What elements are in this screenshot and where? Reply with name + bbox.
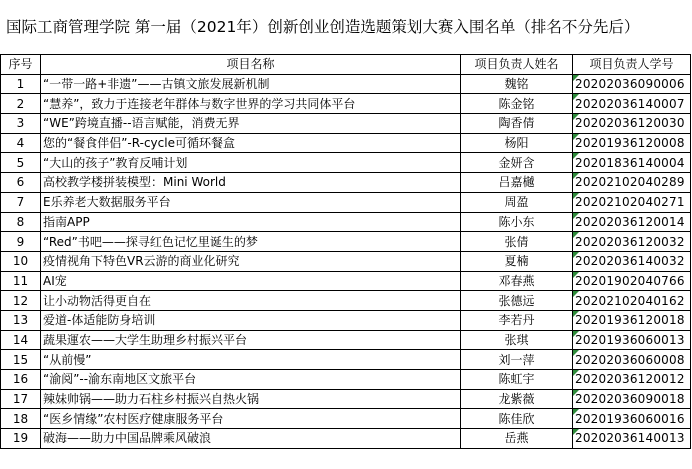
sheet-title[interactable]: 国际工商管理学院 第一届（2021年）创新创业创造选题策划大赛入围名单（排名不分先后） (6, 18, 640, 36)
cell-project-name[interactable]: “医乡情缘”农村医疗健康服务平台 (41, 409, 461, 429)
student-id-text: 20202036060008 (575, 352, 685, 367)
student-id-text: 20201936120008 (575, 136, 685, 151)
table-row (1, 310, 691, 330)
cell-leader-name[interactable]: 陈虹宇 (461, 370, 573, 390)
cell-seq[interactable]: 2 (1, 94, 41, 114)
table-row (1, 192, 691, 212)
cell-project-name[interactable]: “渝阅”--渝东南地区文旅平台 (41, 370, 461, 390)
cell-seq[interactable]: 18 (1, 409, 41, 429)
cell-project-name[interactable]: E乐养老大数据服务平台 (41, 192, 461, 212)
cell-project-name[interactable]: 您的“餐食伴侣”-R-cycle可循环餐盒 (41, 133, 461, 153)
cell-project-name[interactable]: 让小动物活得更自在 (41, 291, 461, 311)
number-as-text-flag-icon (573, 291, 579, 297)
cell-project-name[interactable]: 辣妹帅锅——助力石柱乡村振兴自热火锅 (41, 389, 461, 409)
cell-student-id[interactable] (573, 251, 691, 271)
table-row (1, 133, 691, 153)
cell-student-id[interactable] (573, 232, 691, 252)
cell-seq[interactable]: 1 (1, 74, 41, 94)
cell-seq[interactable]: 14 (1, 330, 41, 350)
cell-project-name[interactable]: “WE”跨境直播--语言赋能，消费无界 (41, 114, 461, 134)
number-as-text-flag-icon (573, 153, 579, 159)
cell-student-id[interactable] (573, 370, 691, 390)
cell-leader-name[interactable]: 张倩 (461, 232, 573, 252)
table-row (1, 94, 691, 114)
student-id-text: 20202036090006 (575, 77, 685, 92)
cell-seq[interactable]: 6 (1, 173, 41, 193)
cell-student-id[interactable] (573, 74, 691, 94)
table-row (1, 251, 691, 271)
number-as-text-flag-icon (573, 390, 579, 396)
cell-seq[interactable]: 4 (1, 133, 41, 153)
student-id-text: 20202036140013 (575, 431, 685, 446)
cell-leader-name[interactable]: 陶香倩 (461, 114, 573, 134)
table-row (1, 350, 691, 370)
cell-seq[interactable]: 11 (1, 271, 41, 291)
cell-leader-name[interactable]: 陈金铭 (461, 94, 573, 114)
number-as-text-flag-icon (573, 134, 579, 140)
table-row (1, 330, 691, 350)
cell-seq[interactable]: 3 (1, 114, 41, 134)
cell-project-name[interactable]: 爱道-体适能防身培训 (41, 310, 461, 330)
student-id-text: 20202036120030 (575, 116, 685, 131)
number-as-text-flag-icon (573, 75, 579, 81)
cell-student-id[interactable] (573, 94, 691, 114)
student-id-text: 20202036090018 (575, 392, 685, 407)
student-id-text: 20201936120018 (575, 313, 685, 328)
number-as-text-flag-icon (573, 331, 579, 337)
header-seq[interactable]: 序号 (1, 55, 41, 75)
table-row (1, 271, 691, 291)
cell-student-id[interactable] (573, 429, 691, 449)
student-id-text: 20202102040271 (575, 195, 685, 210)
table-row (1, 370, 691, 390)
student-id-text: 20201936060013 (575, 332, 685, 347)
cell-leader-name[interactable]: 岳燕 (461, 429, 573, 449)
cell-seq[interactable]: 7 (1, 192, 41, 212)
cell-project-name[interactable]: 高校教学楼拼装模型：Mini World (41, 173, 461, 193)
cell-seq[interactable]: 15 (1, 350, 41, 370)
finalist-table (0, 54, 691, 449)
cell-student-id[interactable] (573, 153, 691, 173)
number-as-text-flag-icon (573, 252, 579, 258)
cell-project-name[interactable]: 破海——助力中国品牌乘风破浪 (41, 429, 461, 449)
number-as-text-flag-icon (573, 232, 579, 238)
cell-seq[interactable]: 16 (1, 370, 41, 390)
student-id-text: 20202036140007 (575, 96, 685, 111)
cell-leader-name[interactable]: 刘一萍 (461, 350, 573, 370)
table-row (1, 173, 691, 193)
table-row (1, 74, 691, 94)
cell-seq[interactable]: 5 (1, 153, 41, 173)
header-student-id[interactable]: 项目负责人学号 (573, 55, 691, 75)
cell-leader-name[interactable]: 张德远 (461, 291, 573, 311)
cell-leader-name[interactable]: 杨阳 (461, 133, 573, 153)
table-row (1, 389, 691, 409)
student-id-text: 20201936060016 (575, 411, 685, 426)
student-id-text: 20202036140032 (575, 254, 685, 269)
number-as-text-flag-icon (573, 173, 579, 179)
cell-seq[interactable]: 8 (1, 212, 41, 232)
cell-student-id[interactable] (573, 173, 691, 193)
cell-seq[interactable]: 10 (1, 251, 41, 271)
header-leader-name[interactable]: 项目负责人姓名 (461, 55, 573, 75)
cell-leader-name[interactable]: 张琪 (461, 330, 573, 350)
cell-leader-name[interactable]: 陈佳欣 (461, 409, 573, 429)
table-row (1, 114, 691, 134)
number-as-text-flag-icon (573, 370, 579, 376)
cell-student-id[interactable] (573, 291, 691, 311)
cell-student-id[interactable] (573, 271, 691, 291)
cell-project-name[interactable]: AI宠 (41, 271, 461, 291)
cell-leader-name[interactable]: 李若丹 (461, 310, 573, 330)
cell-student-id[interactable] (573, 409, 691, 429)
table-row (1, 409, 691, 429)
cell-project-name[interactable]: “慧养”，致力于连接老年群体与数字世界的学习共同体平台 (41, 94, 461, 114)
cell-project-name[interactable]: 指南APP (41, 212, 461, 232)
cell-student-id[interactable] (573, 114, 691, 134)
table-row (1, 291, 691, 311)
cell-leader-name[interactable]: 龙紫薇 (461, 389, 573, 409)
cell-leader-name[interactable]: 陈小东 (461, 212, 573, 232)
header-project-name[interactable]: 项目名称 (41, 55, 461, 75)
number-as-text-flag-icon (573, 409, 579, 415)
table-body (1, 74, 691, 448)
student-id-text: 20201902040766 (575, 273, 685, 288)
student-id-text: 20202102040289 (575, 175, 685, 190)
cell-project-name[interactable]: 疫情视角下特色VR云游的商业化研究 (41, 251, 461, 271)
cell-project-name[interactable]: “Red”书吧——探寻红色记忆里诞生的梦 (41, 232, 461, 252)
student-id-text: 20202102040162 (575, 293, 685, 308)
cell-seq[interactable]: 17 (1, 389, 41, 409)
cell-project-name[interactable]: 蔬果運农——大学生助理乡村振兴平台 (41, 330, 461, 350)
cell-student-id[interactable] (573, 310, 691, 330)
cell-student-id[interactable] (573, 389, 691, 409)
number-as-text-flag-icon (573, 350, 579, 356)
number-as-text-flag-icon (573, 429, 579, 435)
student-id-text: 20202036120032 (575, 234, 685, 249)
cell-leader-name[interactable]: 金妍含 (461, 153, 573, 173)
cell-seq[interactable]: 13 (1, 310, 41, 330)
cell-seq[interactable]: 12 (1, 291, 41, 311)
number-as-text-flag-icon (573, 94, 579, 100)
cell-student-id[interactable] (573, 330, 691, 350)
cell-project-name[interactable]: “一带一路+非遗”——古镇文旅发展新机制 (41, 74, 461, 94)
cell-leader-name[interactable]: 夏楠 (461, 251, 573, 271)
number-as-text-flag-icon (573, 193, 579, 199)
student-id-text: 20202036120012 (575, 372, 685, 387)
number-as-text-flag-icon (573, 213, 579, 219)
cell-leader-name[interactable]: 邓春燕 (461, 271, 573, 291)
header-row (1, 55, 691, 75)
cell-student-id[interactable] (573, 212, 691, 232)
cell-leader-name[interactable]: 魏铭 (461, 74, 573, 94)
cell-project-name[interactable]: “从前慢” (41, 350, 461, 370)
cell-leader-name[interactable]: 吕嘉樾 (461, 173, 573, 193)
cell-project-name[interactable]: “大山的孩子”教育反哺计划 (41, 153, 461, 173)
cell-seq[interactable]: 9 (1, 232, 41, 252)
student-id-text: 20202036120014 (575, 214, 685, 229)
student-id-text: 20201836140004 (575, 155, 685, 170)
number-as-text-flag-icon (573, 311, 579, 317)
cell-student-id[interactable] (573, 133, 691, 153)
table-row (1, 153, 691, 173)
cell-seq[interactable]: 19 (1, 429, 41, 449)
number-as-text-flag-icon (573, 114, 579, 120)
number-as-text-flag-icon (573, 272, 579, 278)
table-row (1, 232, 691, 252)
table-row (1, 429, 691, 449)
cell-leader-name[interactable]: 周盈 (461, 192, 573, 212)
table-row (1, 212, 691, 232)
cell-student-id[interactable] (573, 192, 691, 212)
cell-student-id[interactable] (573, 350, 691, 370)
